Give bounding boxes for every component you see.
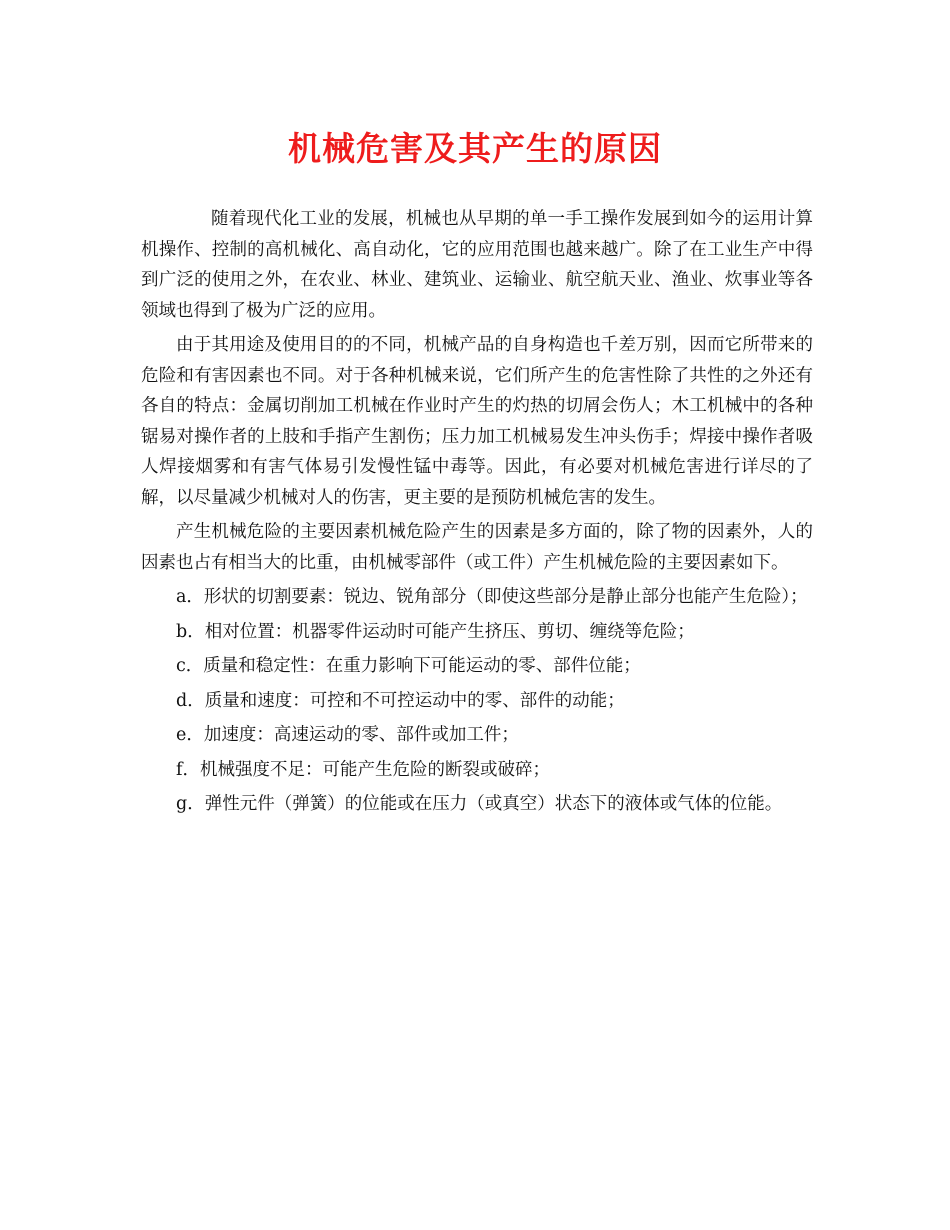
list-item-e: e．加速度：高速运动的零、部件或加工件； — [176, 725, 519, 745]
list-item-c: c．质量和稳定性：在重力影响下可能运动的零、部件位能； — [176, 656, 641, 676]
list-item-b: b．相对位置：机器零件运动时可能产生挤压、剪切、缠绕等危险； — [176, 621, 695, 642]
list-item-d: d．质量和速度：可控和不可控运动中的零、部件的动能； — [176, 690, 625, 711]
document-title: 机械危害及其产生的原因 — [288, 129, 662, 168]
paragraph-intro: 随着现代化工业的发展，机械也从早期的单一手工操作发展到如今的运用计算机操作、控制的高机械化、高自动化，它的应用范围也越来越广。除了在工业生产中得到广泛的使用之外，在农业、林业、建筑业、运输业、航空航天业、渔业、炊事业等各领域也得到了极为广泛的应用。 — [141, 209, 813, 321]
document-body — [141, 204, 813, 824]
list-item-f: f．机械强度不足：可能产生危险的断裂或破碎； — [176, 759, 550, 780]
paragraph-hazards: 由于其用途及使用目的的不同，机械产品的自身构造也千差万别，因而它所带来的危险和有害因素也不同。对于各种机械来说，它们所产生的危害性除了共性的之外还有各自的特点：金属切削加工机械在作业时产生的灼热的切屑会伤人；木工机械中的各种锯易对操作者的上肢和手指产生割伤；压力加工机械易发生冲头伤手；焊接中操作者吸人焊接烟雾和有害气体易引发慢性锰中毒等。因此，有必要对机械危害进行详尽的了解，以尽量减少机械对人的伤害，更主要的是预防机械危害的发生。 — [141, 335, 813, 508]
paragraph-factors: 产生机械危险的主要因素机械危险产生的因素是多方面的，除了物的因素外，人的因素也占有相当大的比重，由机械零部件（或工件）产生机械危险的主要因素如下。 — [141, 522, 813, 573]
list-item-a: a．形状的切割要素：锐边、锐角部分（即使这些部分是静止部分也能产生危险）； — [176, 587, 808, 607]
list-item-g: g．弹性元件（弹簧）的位能或在压力（或真空）状态下的液体或气体的位能。 — [176, 794, 783, 814]
